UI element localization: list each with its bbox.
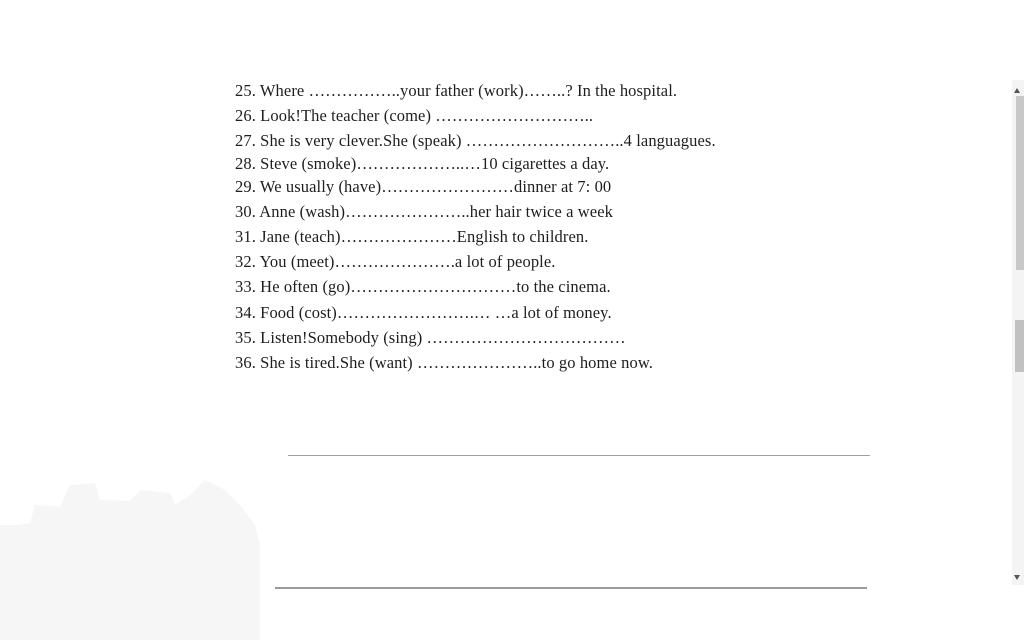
item-number: 25. (235, 81, 256, 100)
item-text: Where ……………..your father (work)……..? In the hospital. (259, 81, 678, 100)
item-number: 30. (235, 201, 256, 221)
item-text: Steve (smoke)………………..…10 cigarettes a day. (260, 153, 610, 173)
item-text: She is tired.She (want) …………………..to go home now. (260, 352, 653, 372)
exercise-list (235, 78, 855, 375)
item-number: 34. (235, 302, 256, 322)
exercise-item-25 (235, 78, 855, 103)
item-number: 36. (235, 352, 256, 372)
exercise-item-35 (235, 325, 855, 350)
item-text: Anne (wash)…………………..her hair twice a week (259, 201, 613, 221)
item-number: 33. (235, 277, 256, 297)
divider-line (288, 455, 870, 456)
item-number: 27. (235, 131, 256, 151)
item-number: 29. (235, 176, 256, 196)
exercise-item-31 (235, 224, 855, 249)
item-number: 28. (235, 153, 256, 173)
exercise-item-32 (235, 249, 855, 274)
item-text: She is very clever.She (speak) ………………………..4 languagues. (260, 131, 716, 151)
exercise-item-26 (235, 103, 855, 128)
exercise-item-34 (235, 300, 855, 325)
item-number: 35. (235, 327, 256, 347)
scroll-track-highlight (1016, 96, 1024, 270)
item-text: He often (go)…………………………to the cinema. (260, 277, 611, 297)
item-text: You (meet)………………….a lot of people. (259, 252, 556, 272)
exercise-item-29 (235, 174, 855, 199)
background-smudge (0, 465, 260, 640)
item-number: 31. (235, 226, 256, 246)
item-number: 32. (235, 252, 256, 272)
item-text: We usually (have)……………………dinner at 7: 00 (259, 176, 612, 196)
scroll-down-arrow-icon[interactable] (1014, 575, 1020, 580)
item-text: Food (cost)…………………….… …a lot of money. (260, 302, 612, 322)
exercise-item-36 (235, 350, 855, 375)
vertical-scrollbar[interactable] (1012, 80, 1024, 585)
exercise-item-30 (235, 199, 855, 224)
exercise-item-27 (235, 128, 855, 153)
exercise-item-33 (235, 274, 855, 299)
scroll-up-arrow-icon[interactable] (1014, 88, 1020, 93)
scroll-thumb[interactable] (1015, 320, 1024, 372)
item-text: Listen!Somebody (sing) ……………………………… (260, 327, 626, 347)
exercise-item-28 (235, 154, 855, 174)
item-text: Look!The teacher (come) ……………………….. (260, 106, 594, 126)
item-number: 26. (235, 106, 256, 126)
item-text: Jane (teach)…………………English to children. (260, 226, 589, 246)
divider-line (275, 587, 867, 589)
